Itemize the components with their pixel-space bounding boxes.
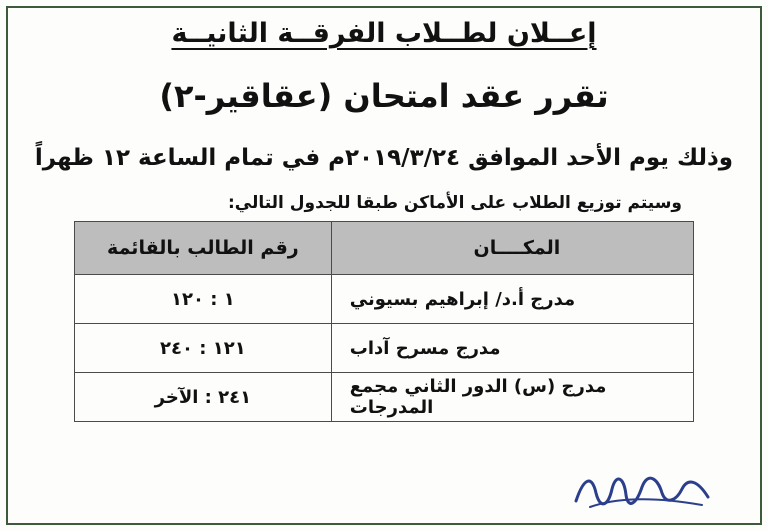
distribution-table bbox=[74, 221, 694, 422]
page-title: إعــلان لطــلاب الفرقــة الثانيــة bbox=[171, 18, 597, 49]
document-content bbox=[28, 18, 740, 422]
exam-date-line: وذلك يوم الأحد الموافق ٢٠١٩/٣/٢٤م في تمام الساعة ١٢ ظهراً bbox=[34, 145, 734, 171]
table-row bbox=[75, 373, 694, 422]
exam-subject-line: تقرر عقد امتحان (عقاقير-٢) bbox=[159, 77, 609, 115]
table-header-row bbox=[75, 222, 694, 275]
column-header-place: المكــــان bbox=[331, 222, 693, 275]
cell-range: ١٢١ : ٢٤٠ bbox=[75, 324, 332, 373]
table-row bbox=[75, 324, 694, 373]
signature-mark bbox=[570, 467, 720, 513]
distribution-table-wrapper bbox=[28, 221, 740, 422]
cell-range: ١ : ١٢٠ bbox=[75, 275, 332, 324]
table-row bbox=[75, 275, 694, 324]
cell-place: مدرج مسرح آداب bbox=[331, 324, 693, 373]
distribution-note: وسيتم توزيع الطلاب على الأماكن طبقا للجدول التالي: bbox=[227, 193, 682, 213]
cell-range: ٢٤١ : الآخر bbox=[75, 373, 332, 422]
column-header-range: رقم الطالب بالقائمة bbox=[75, 222, 332, 275]
cell-place: مدرج (س) الدور الثاني مجمع المدرجات bbox=[331, 373, 693, 422]
cell-place: مدرج أ.د/ إبراهيم بسيوني bbox=[331, 275, 693, 324]
table-head bbox=[75, 222, 694, 275]
table-body bbox=[75, 275, 694, 422]
